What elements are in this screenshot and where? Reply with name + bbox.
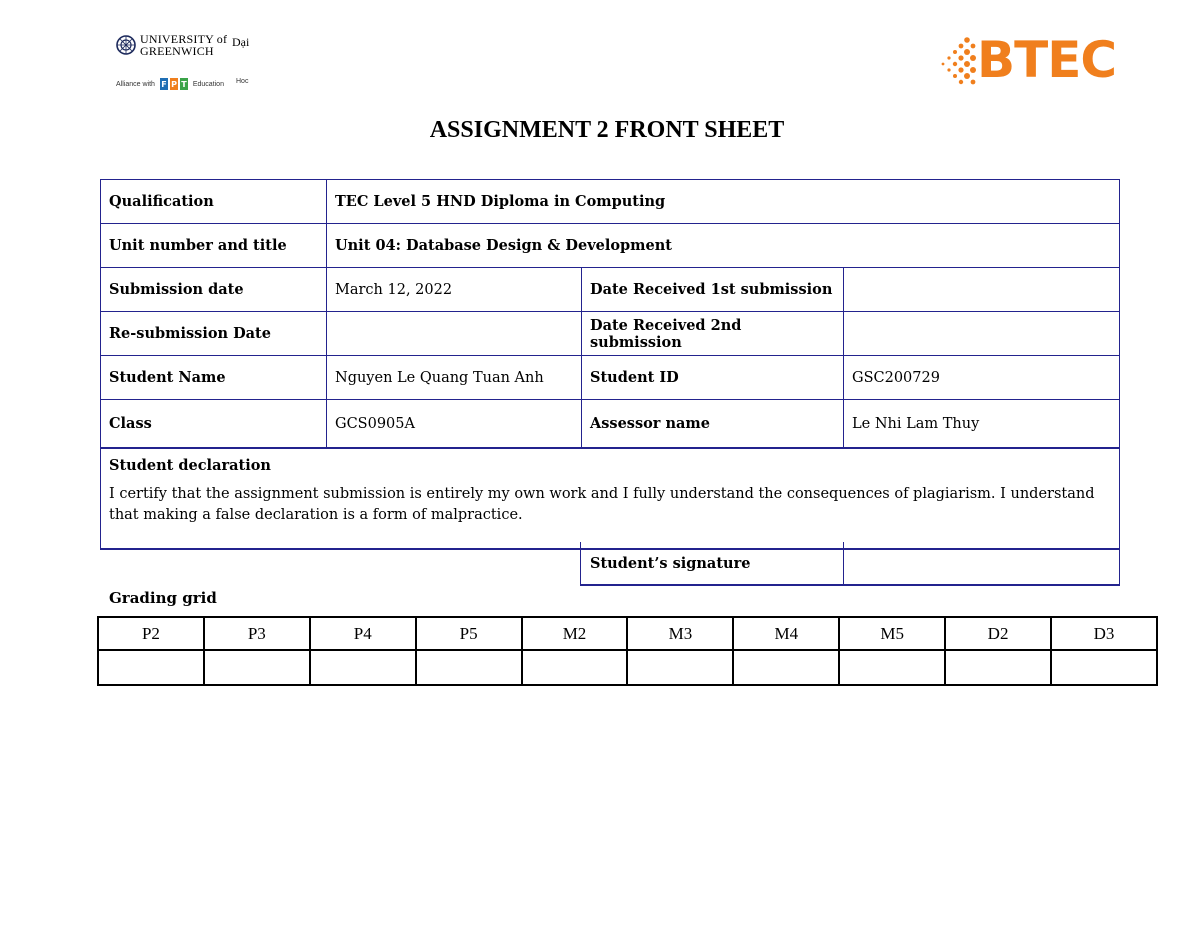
signature-label: Student’s signature	[581, 542, 844, 585]
received-1st-value	[844, 268, 1120, 312]
signature-value[interactable]	[844, 542, 1120, 585]
fpt-logo-icon	[160, 78, 188, 90]
unit-row	[101, 224, 1120, 268]
assessor-value: Le Nhi Lam Thuy	[844, 400, 1120, 449]
grading-value-row	[98, 650, 1157, 685]
submission-date-value: March 12, 2022	[327, 268, 582, 312]
grade-header-cell: P4	[310, 617, 416, 650]
greenwich-tag: Dại	[232, 35, 250, 49]
grade-value-cell[interactable]	[839, 650, 945, 685]
qualification-label: Qualification	[101, 180, 327, 224]
student-id-value: GSC200729	[844, 356, 1120, 400]
grading-grid-table	[97, 616, 1158, 686]
class-label: Class	[101, 400, 327, 449]
declaration-text: I certify that the assignment submission is entirely my own work and I fully understand the consequences of plagiarism. I understand that making a false declaration is a form of malpractice.	[109, 486, 1095, 523]
greenwich-partner-line: Alliance with F P T Education	[116, 80, 224, 89]
received-2nd-value	[844, 312, 1120, 356]
grade-header-cell: M3	[627, 617, 733, 650]
grade-header-cell: D3	[1051, 617, 1157, 650]
signature-table	[580, 542, 1120, 586]
class-row	[101, 400, 1120, 449]
grade-header-cell: P5	[416, 617, 522, 650]
resubmission-row	[101, 312, 1120, 356]
btec-wordmark: BTEC	[977, 31, 1117, 89]
svg-text:F: F	[161, 80, 167, 89]
grade-value-cell[interactable]	[204, 650, 310, 685]
grading-header-row	[98, 617, 1157, 650]
unit-value: Unit 04: Database Design & Development	[327, 224, 1120, 268]
grade-value-cell[interactable]	[733, 650, 839, 685]
grading-grid-label: Grading grid	[109, 589, 217, 607]
greenwich-logo	[116, 30, 266, 92]
btec-dots-icon	[937, 36, 977, 88]
resubmission-label: Re-submission Date	[101, 312, 327, 356]
svg-text:P: P	[170, 80, 177, 89]
greenwich-crest-icon	[116, 34, 136, 56]
grade-value-cell[interactable]	[416, 650, 522, 685]
student-name-value: Nguyen Le Quang Tuan Anh	[327, 356, 582, 400]
btec-logo	[937, 32, 1123, 96]
declaration-heading: Student declaration	[109, 457, 271, 474]
grade-value-cell[interactable]	[627, 650, 733, 685]
page-title: ASSIGNMENT 2 FRONT SHEET	[429, 117, 785, 143]
grade-header-cell: P2	[98, 617, 204, 650]
declaration-cell	[101, 448, 1120, 549]
submission-date-label: Submission date	[101, 268, 327, 312]
grade-value-cell[interactable]	[945, 650, 1051, 685]
student-id-label: Student ID	[582, 356, 844, 400]
grade-header-cell: M2	[522, 617, 628, 650]
resubmission-value	[327, 312, 582, 356]
signature-row	[581, 542, 1120, 585]
declaration-row	[101, 448, 1120, 549]
student-row	[101, 356, 1120, 400]
received-2nd-label: Date Received 2nd submission	[582, 312, 844, 356]
qualification-value: TEC Level 5 HND Diploma in Computing	[327, 180, 1120, 224]
received-1st-label: Date Received 1st submission	[582, 268, 844, 312]
class-value: GCS0905A	[327, 400, 582, 449]
assessor-label: Assessor name	[582, 400, 844, 449]
unit-label: Unit number and title	[101, 224, 327, 268]
qualification-row	[101, 180, 1120, 224]
svg-text:T: T	[181, 80, 187, 89]
grade-value-cell[interactable]	[310, 650, 416, 685]
grade-value-cell[interactable]	[98, 650, 204, 685]
grade-header-cell: P3	[204, 617, 310, 650]
grade-header-cell: D2	[945, 617, 1051, 650]
student-name-label: Student Name	[101, 356, 327, 400]
grade-header-cell: M5	[839, 617, 945, 650]
greenwich-wordmark: UNIVERSITY of GREENWICH	[140, 32, 228, 58]
grade-value-cell[interactable]	[1051, 650, 1157, 685]
grade-header-cell: M4	[733, 617, 839, 650]
grade-value-cell[interactable]	[522, 650, 628, 685]
assignment-info-table	[100, 179, 1120, 550]
submission-row	[101, 268, 1120, 312]
greenwich-small-text: Hoc	[236, 78, 249, 85]
